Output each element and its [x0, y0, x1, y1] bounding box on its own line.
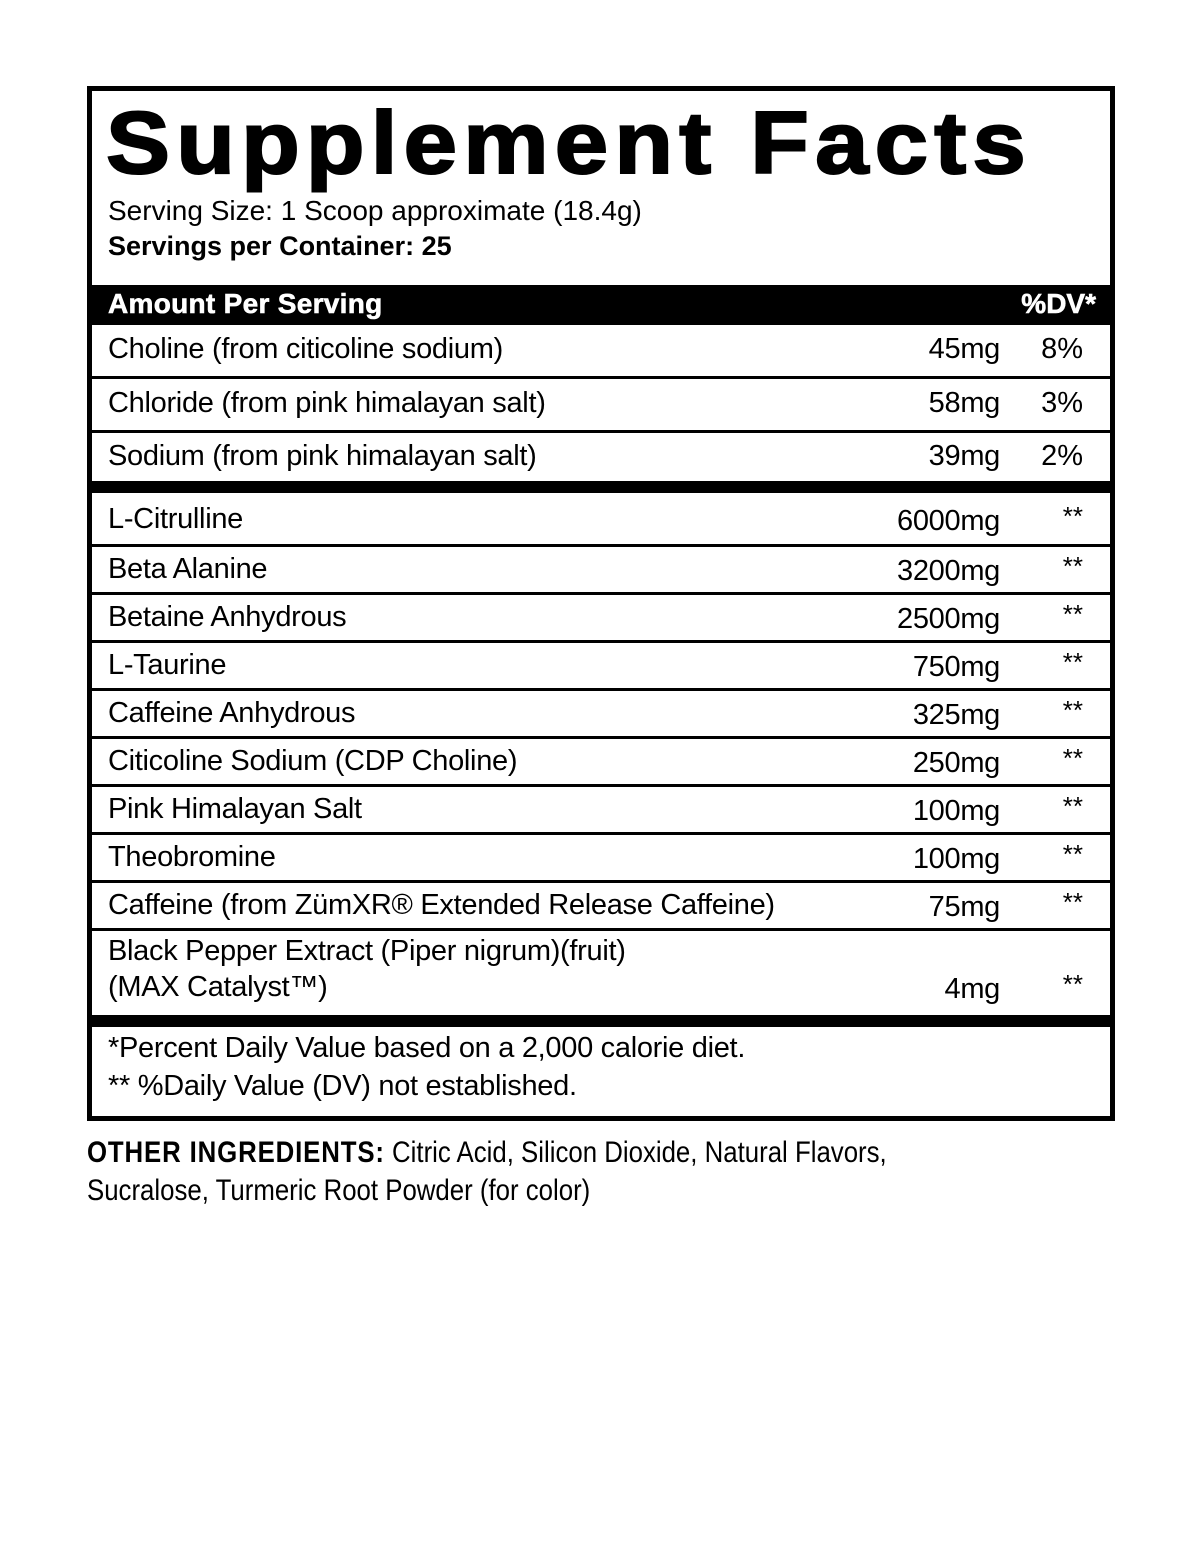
other-ingredients — [87, 1134, 913, 1210]
ingredient-amount: 100mg — [912, 843, 1000, 875]
nutrient-amount: 45mg — [928, 333, 1000, 365]
ingredient-row — [92, 883, 1110, 928]
nutrient-name: Sodium (from pink himalayan salt) — [108, 440, 537, 472]
section-divider — [92, 1015, 1110, 1027]
ingredient-row — [92, 835, 1110, 880]
ingredient-name: Betaine Anhydrous — [108, 601, 347, 633]
ingredient-dv: ** — [1062, 501, 1083, 531]
ingredient-row — [92, 643, 1110, 688]
ingredient-amount: 250mg — [912, 747, 1000, 779]
ingredient-dv: ** — [1062, 551, 1083, 581]
footnotes — [92, 1027, 1110, 1113]
ingredient-dv: ** — [1062, 695, 1083, 725]
supplement-facts-panel — [87, 86, 1115, 1121]
nutrient-name: Choline (from citicoline sodium) — [108, 333, 503, 365]
ingredient-dv: ** — [1062, 969, 1083, 999]
ingredient-row — [92, 493, 1110, 544]
ingredient-dv: ** — [1062, 887, 1083, 917]
ingredient-row — [92, 787, 1110, 832]
nutrient-dv: 3% — [1041, 387, 1083, 419]
amount-per-serving-header — [92, 285, 1110, 325]
ingredient-row — [92, 547, 1110, 592]
ingredient-name-line2: (MAX Catalyst™) — [108, 971, 328, 1003]
other-ingredients-text: Citric Acid, Silicon Dioxide, Natural Flavors, — [384, 1136, 887, 1169]
ingredient-amount: 75mg — [928, 891, 1000, 923]
nutrient-amount: 58mg — [928, 387, 1000, 419]
ingredient-name: L-Taurine — [108, 649, 227, 681]
footnote-not-established: ** %Daily Value (DV) not established. — [108, 1070, 577, 1102]
ingredient-dv: ** — [1062, 839, 1083, 869]
section-divider — [92, 481, 1110, 493]
other-ingredients-line2: Sucralose, Turmeric Root Powder (for color) — [87, 1174, 591, 1207]
ingredient-amount: 750mg — [912, 651, 1000, 683]
ingredient-name: Citicoline Sodium (CDP Choline) — [108, 745, 518, 777]
nutrient-amount: 39mg — [928, 440, 1000, 472]
ingredient-amount: 100mg — [912, 795, 1000, 827]
ingredient-name: L-Citrulline — [108, 503, 243, 535]
ingredient-name-line1: Black Pepper Extract (Piper nigrum)(fruit) — [108, 935, 626, 967]
dv-nutrients-list — [92, 325, 1110, 1113]
ingredient-amount: 3200mg — [897, 555, 1000, 587]
other-ingredients-label: OTHER INGREDIENTS: — [87, 1136, 385, 1169]
nutrient-row — [92, 433, 1110, 481]
nutrient-dv: 2% — [1041, 440, 1083, 472]
dv-column-label: %DV* — [1021, 288, 1096, 319]
amount-per-serving-label: Amount Per Serving — [108, 288, 383, 319]
ingredient-row — [92, 931, 1110, 1015]
ingredient-row — [92, 739, 1110, 784]
ingredient-amount: 2500mg — [897, 603, 1000, 635]
ingredient-row — [92, 595, 1110, 640]
servings-per-container: Servings per Container: 25 — [108, 231, 452, 261]
ingredient-name: Caffeine (from ZümXR® Extended Release Caffeine) — [108, 889, 775, 921]
ingredient-dv: ** — [1062, 647, 1083, 677]
ingredient-amount: 4mg — [944, 973, 1000, 1005]
ingredient-row — [92, 691, 1110, 736]
nutrient-dv: 8% — [1041, 333, 1083, 365]
ingredient-amount: 325mg — [912, 699, 1000, 731]
other-ingredients-line1 — [87, 1134, 913, 1172]
ingredient-name: Beta Alanine — [108, 553, 268, 585]
nutrient-row — [92, 325, 1110, 376]
serving-size: Serving Size: 1 Scoop approximate (18.4g) — [108, 195, 642, 226]
footnote-dv: *Percent Daily Value based on a 2,000 calorie diet. — [108, 1032, 746, 1064]
nutrient-row — [92, 379, 1110, 430]
ingredient-dv: ** — [1062, 599, 1083, 629]
ingredient-dv: ** — [1062, 791, 1083, 821]
ingredient-name: Caffeine Anhydrous — [108, 697, 356, 729]
ingredient-amount: 6000mg — [897, 505, 1000, 537]
ingredient-name: Theobromine — [108, 841, 276, 873]
ingredient-name: Pink Himalayan Salt — [108, 793, 362, 825]
nutrient-name: Chloride (from pink himalayan salt) — [108, 387, 546, 419]
ingredient-dv: ** — [1062, 743, 1083, 773]
panel-title: Supplement Facts — [106, 93, 1033, 193]
